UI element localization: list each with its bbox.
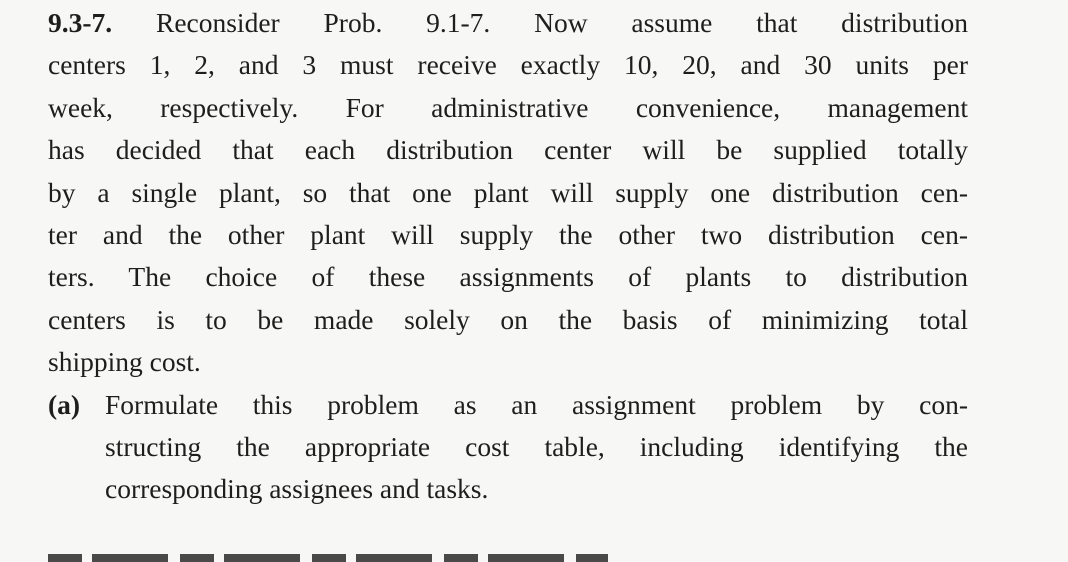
problem-line-2: centers 1, 2, and 3 must receive exactly 10, 20, and 30 units per	[48, 49, 968, 81]
part-a-line-1: Formulate this problem as an assignment problem by con-	[105, 388, 968, 420]
problem-line-5: by a single plant, so that one plant will supply one distribution cen-	[48, 176, 968, 208]
part-a-text	[105, 384, 968, 511]
problem-line-6: ter and the other plant will supply the other two distribution cen-	[48, 218, 968, 250]
part-a-line-2: structing the appropriate cost table, including identifying the	[105, 430, 968, 462]
cropped-next-line	[48, 548, 608, 562]
problem-line-3: week, respectively. For administrative convenience, management	[48, 91, 968, 123]
problem-line-1	[48, 2, 968, 44]
part-a-label: (a)	[48, 388, 81, 420]
problem-text	[48, 2, 968, 511]
problem-line-9: shipping cost.	[48, 346, 201, 378]
problem-line-1-text: Reconsider Prob. 9.1-7. Now assume that distribution	[112, 7, 968, 38]
problem-line-8: centers is to be made solely on the basis of minimizing total	[48, 303, 968, 335]
problem-line-7: ters. The choice of these assignments of plants to distribution	[48, 261, 968, 293]
part-a	[48, 384, 968, 511]
problem-number: 9.3-7.	[48, 7, 113, 38]
problem-line-4: has decided that each distribution center will be supplied totally	[48, 134, 968, 166]
part-a-line-3: corresponding assignees and tasks.	[105, 473, 489, 505]
